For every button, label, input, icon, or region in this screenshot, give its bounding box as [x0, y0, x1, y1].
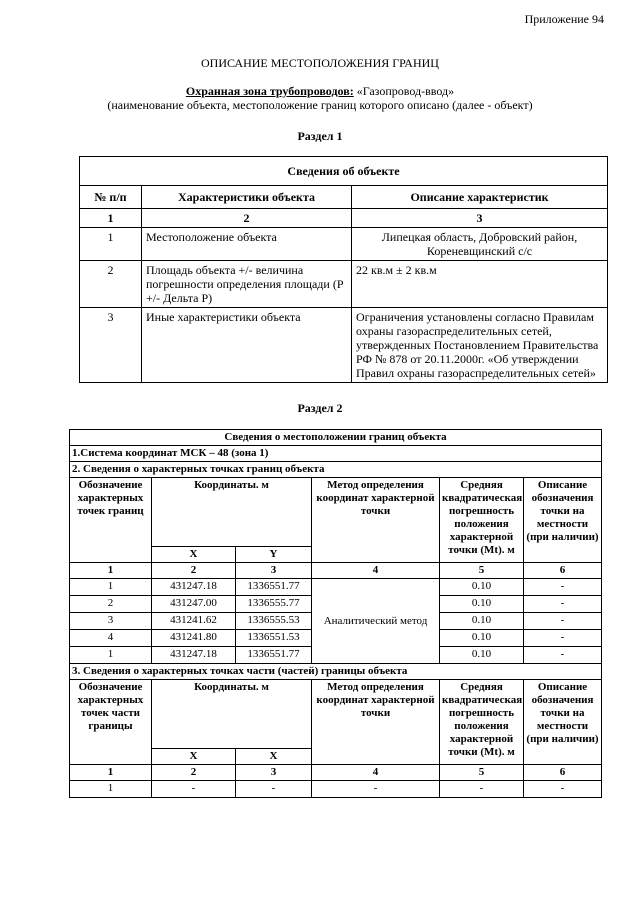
object-value: «Газопровод-ввод» — [353, 84, 455, 98]
point-desc: - — [524, 630, 602, 647]
point-x: 431247.00 — [152, 596, 236, 613]
point-y: - — [236, 781, 312, 798]
col-header: № п/п — [80, 186, 142, 209]
part2-title: 2. Сведения о характерных точках границ объекта — [70, 462, 602, 478]
header-error: Средняя квадратическая погрешность положения характерной точки (Mt). м — [440, 680, 524, 765]
header-x: X — [152, 547, 236, 563]
point-x: 431247.18 — [152, 579, 236, 596]
col-number: 4 — [312, 563, 440, 579]
document-title: ОПИСАНИЕ МЕСТОПОЛОЖЕНИЯ ГРАНИЦ — [201, 56, 439, 70]
header-error: Средняя квадратическая погрешность положения характерной точки (Mt). м — [440, 478, 524, 563]
table-row — [70, 579, 602, 596]
table2-title: Сведения о местоположении границ объекта — [70, 430, 602, 446]
point-error: 0.10 — [440, 613, 524, 630]
table-row — [80, 228, 608, 261]
section2-title: Раздел 2 — [297, 401, 343, 415]
point-desc: - — [524, 647, 602, 664]
point-y: 1336555.77 — [236, 596, 312, 613]
point-x: - — [152, 781, 236, 798]
header-y: X — [236, 749, 312, 765]
boundary-table — [69, 429, 602, 798]
header-point: Обозначение характерных точек части границы — [70, 680, 152, 765]
col-number: 2 — [142, 209, 352, 228]
point-number: 3 — [70, 613, 152, 630]
method-value: Аналитический метод — [312, 579, 440, 664]
table-row — [80, 261, 608, 308]
col-header: Описание характеристик — [352, 186, 608, 209]
point-x: 431241.62 — [152, 613, 236, 630]
row-number: 1 — [80, 228, 142, 261]
part3-title: 3. Сведения о характерных точках части (частей) границы объекта — [70, 664, 602, 680]
point-number: 4 — [70, 630, 152, 647]
point-desc: - — [524, 613, 602, 630]
col-number: 4 — [312, 765, 440, 781]
point-error: 0.10 — [440, 647, 524, 664]
header-x: X — [152, 749, 236, 765]
col-number: 6 — [524, 765, 602, 781]
point-x: 431241.80 — [152, 630, 236, 647]
header-desc: Описание обозначения точки на местности (при наличии) — [524, 478, 602, 563]
point-y: 1336551.77 — [236, 647, 312, 664]
coordinate-system: 1.Система координат МСК – 48 (зона 1) — [70, 446, 602, 462]
object-info-table — [79, 156, 608, 383]
col-header: Характеристики объекта — [142, 186, 352, 209]
object-note: (наименование объекта, местоположение границ которого описано (далее - объект) — [107, 98, 533, 112]
method-value: - — [312, 781, 440, 798]
point-x: 431247.18 — [152, 647, 236, 664]
row-value: Липецкая область, Добровский район, Кореневщинский с/с — [352, 228, 608, 261]
row-value: Ограничения установлены согласно Правилам охраны газораспределительных сетей, утвержденных Постановлением Правительства РФ № 878 от 20.11.2000г. «Об утверждении Правил охраны газораспределительных сетей» — [352, 308, 608, 383]
col-number: 1 — [70, 765, 152, 781]
point-error: 0.10 — [440, 630, 524, 647]
col-number: 3 — [352, 209, 608, 228]
row-number: 3 — [80, 308, 142, 383]
col-number: 1 — [80, 209, 142, 228]
point-error: - — [440, 781, 524, 798]
header-method: Метод определения координат характерной точки — [312, 680, 440, 765]
point-y: 1336551.77 — [236, 579, 312, 596]
point-y: 1336555.53 — [236, 613, 312, 630]
header-coords: Координаты. м — [152, 478, 312, 547]
appendix-label: Приложение 94 — [524, 12, 604, 26]
point-number: 1 — [70, 647, 152, 664]
point-y: 1336551.53 — [236, 630, 312, 647]
row-value: 22 кв.м ± 2 кв.м — [352, 261, 608, 308]
table-row — [70, 781, 602, 798]
table1-title: Сведения об объекте — [80, 157, 608, 186]
header-y: Y — [236, 547, 312, 563]
point-desc: - — [524, 579, 602, 596]
section1-title: Раздел 1 — [297, 129, 343, 143]
row-number: 2 — [80, 261, 142, 308]
point-error: 0.10 — [440, 579, 524, 596]
header-desc: Описание обозначения точки на местности (при наличии) — [524, 680, 602, 765]
col-number: 3 — [236, 765, 312, 781]
col-number: 2 — [152, 563, 236, 579]
col-number: 1 — [70, 563, 152, 579]
point-desc: - — [524, 596, 602, 613]
col-number: 5 — [440, 765, 524, 781]
row-characteristic: Местоположение объекта — [142, 228, 352, 261]
row-characteristic: Иные характеристики объекта — [142, 308, 352, 383]
row-characteristic: Площадь объекта +/- величина погрешности определения площади (Р +/- Дельта Р) — [142, 261, 352, 308]
object-name — [0, 84, 640, 99]
col-number: 6 — [524, 563, 602, 579]
col-number: 5 — [440, 563, 524, 579]
header-coords: Координаты. м — [152, 680, 312, 749]
header-method: Метод определения координат характерной точки — [312, 478, 440, 563]
point-number: 1 — [70, 579, 152, 596]
table-row — [80, 308, 608, 383]
header-point: Обозначение характерных точек границ — [70, 478, 152, 563]
point-number: 2 — [70, 596, 152, 613]
point-error: 0.10 — [440, 596, 524, 613]
object-label: Охранная зона трубопроводов: — [185, 84, 354, 98]
point-desc: - — [524, 781, 602, 798]
col-number: 2 — [152, 765, 236, 781]
col-number: 3 — [236, 563, 312, 579]
point-number: 1 — [70, 781, 152, 798]
